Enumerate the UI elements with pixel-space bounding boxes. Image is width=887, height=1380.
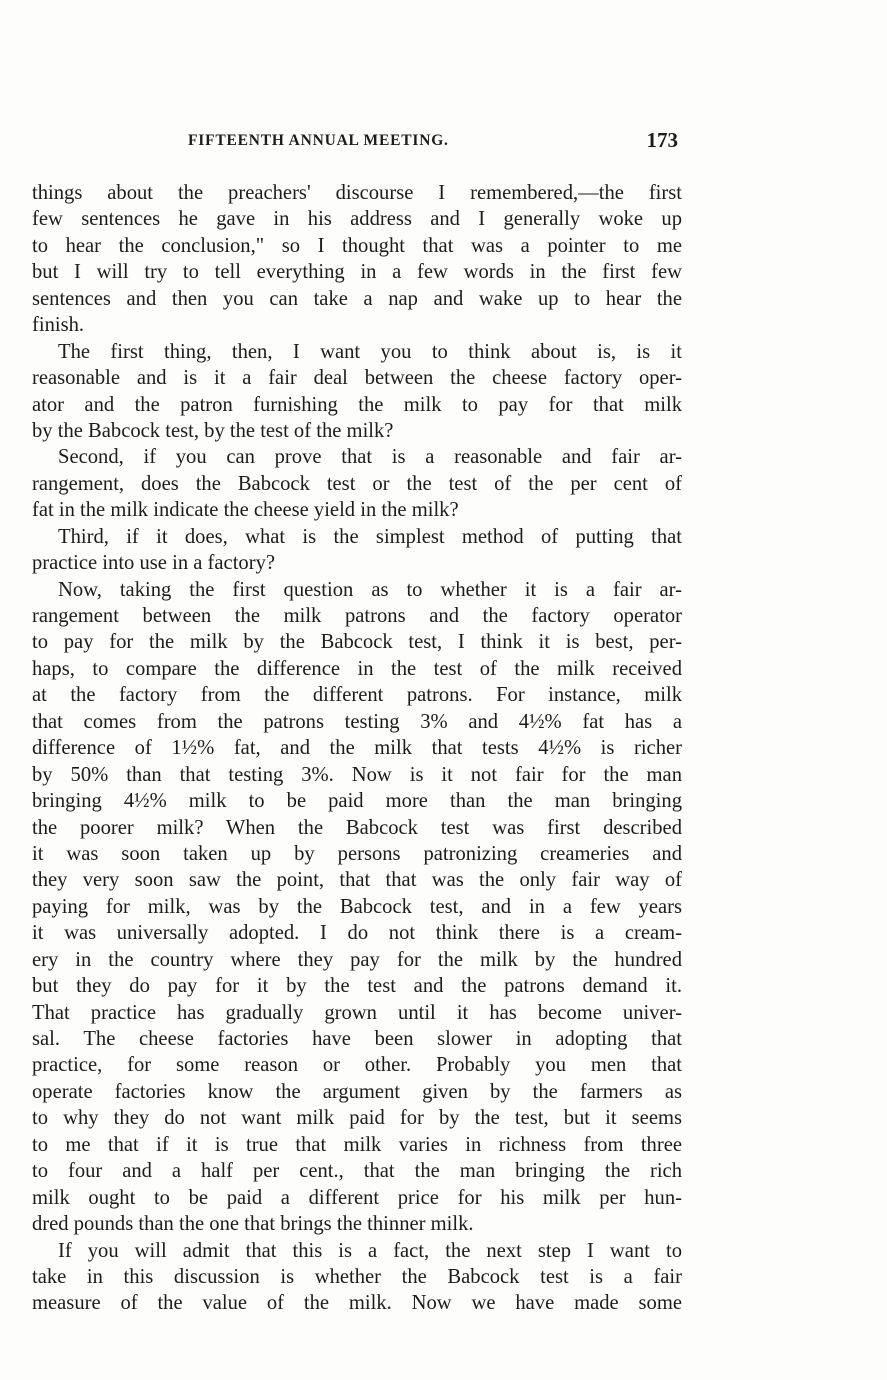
text-line: to hear the conclusion," so I thought that was a pointer to me <box>32 234 682 257</box>
text-line: by 50% than that testing 3%. Now is it not fair for the man <box>32 763 682 786</box>
text-line: practice into use in a factory? <box>32 552 276 575</box>
page-number: 173 <box>646 128 678 152</box>
text-line: bringing 4½% milk to be paid more than the man bringing <box>32 790 682 813</box>
text-line: to why they do not want milk paid for by the test, but it seems <box>32 1107 682 1130</box>
text-line: milk ought to be paid a different price for his milk per hun- <box>32 1186 682 1209</box>
text-line: practice, for some reason or other. Probably you men that <box>32 1054 682 1077</box>
text-line: rangement between the milk patrons and the factory operator <box>32 605 682 627</box>
running-head <box>32 128 682 156</box>
text-line: That practice has gradually grown until it has become univer- <box>32 1001 682 1024</box>
text-line: to pay for the milk by the Babcock test, I think it is best, per- <box>32 631 682 654</box>
text-line: paying for milk, was by the Babcock test, and in a few years <box>32 895 682 918</box>
text-line: but I will try to tell everything in a few words in the first few <box>32 261 682 284</box>
text-line: reasonable and is it a fair deal between the cheese factory oper- <box>32 367 682 390</box>
text-line: sal. The cheese factories have been slower in adopting that <box>32 1028 682 1050</box>
text-line: haps, to compare the difference in the test of the milk received <box>32 657 682 680</box>
text-line: Third, if it does, what is the simplest method of putting that <box>58 525 682 548</box>
body-text <box>32 180 682 1317</box>
text-line: difference of 1½% fat, and the milk that tests 4½% is richer <box>32 737 682 760</box>
text-line: ery in the country where they pay for the milk by the hundred <box>32 948 682 971</box>
text-line: fat in the milk indicate the cheese yield in the milk? <box>32 499 459 522</box>
text-line: ator and the patron furnishing the milk to pay for that milk <box>32 393 682 416</box>
text-line: operate factories know the argument given by the farmers as <box>32 1080 682 1103</box>
text-line: dred pounds than the one that brings the thinner milk. <box>32 1213 474 1236</box>
text-line: to me that if it is true that milk varies in richness from three <box>32 1133 682 1156</box>
text-line: Second, if you can prove that is a reasonable and fair ar- <box>58 446 682 469</box>
text-line: sentences and then you can take a nap and wake up to hear the <box>32 287 682 310</box>
text-line: finish. <box>32 314 85 337</box>
text-line: by the Babcock test, by the test of the milk? <box>32 419 394 442</box>
text-line: things about the preachers' discourse I remembered,—the first <box>32 182 682 204</box>
text-line: that comes from the patrons testing 3% and 4½% fat has a <box>32 710 682 733</box>
text-line: take in this discussion is whether the Babcock test is a fair <box>32 1265 682 1288</box>
running-title: FIFTEENTH ANNUAL MEETING. <box>188 132 449 149</box>
text-line: it was soon taken up by persons patronizing creameries and <box>32 842 682 865</box>
text-line: measure of the value of the milk. Now we have made some <box>32 1292 682 1315</box>
text-line: The first thing, then, I want you to think about is, is it <box>58 340 682 363</box>
text-line: few sentences he gave in his address and I generally woke up <box>32 208 682 231</box>
text-line: to four and a half per cent., that the man bringing the rich <box>32 1160 682 1183</box>
text-line: rangement, does the Babcock test or the test of the per cent of <box>32 472 682 495</box>
text-line: at the factory from the different patrons. For instance, milk <box>32 684 682 707</box>
text-line: they very soon saw the point, that that was the only fair way of <box>32 869 682 892</box>
text-line: Now, taking the first question as to whether it is a fair ar- <box>58 578 682 601</box>
text-line: it was universally adopted. I do not think there is a cream- <box>32 922 682 945</box>
text-line: If you will admit that this is a fact, the next step I want to <box>58 1239 682 1262</box>
text-line: the poorer milk? When the Babcock test was first described <box>32 816 682 839</box>
text-line: but they do pay for it by the test and the patrons demand it. <box>32 975 682 998</box>
